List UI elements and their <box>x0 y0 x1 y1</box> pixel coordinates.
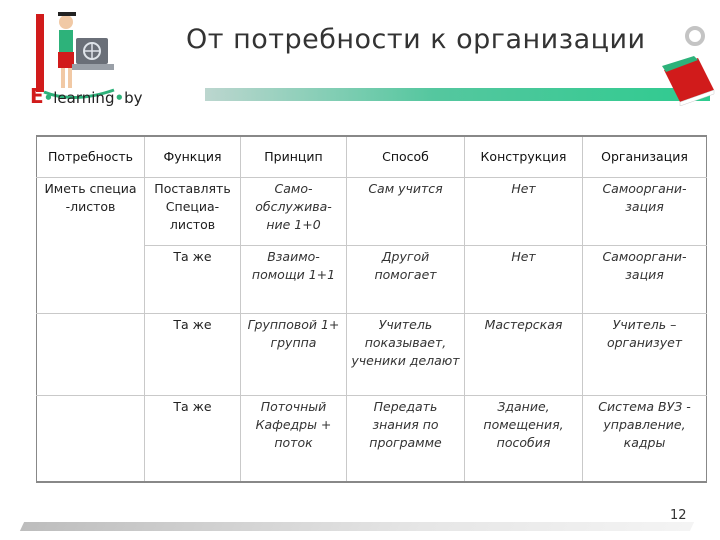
organization-cell: Самооргани-зация <box>583 178 707 246</box>
principle-cell: Взаимо-помощи 1+1 <box>241 246 347 314</box>
column-header: Конструкция <box>465 136 583 178</box>
construction-cell: Нет <box>465 178 583 246</box>
need-cell: Иметь специа -листов <box>37 178 145 246</box>
column-header: Принцип <box>241 136 347 178</box>
need-cell <box>37 246 145 314</box>
method-cell: Сам учится <box>347 178 465 246</box>
table-row <box>37 246 707 314</box>
page-title: От потребности к организации <box>186 24 646 55</box>
need-cell <box>37 314 145 396</box>
table-row <box>37 178 707 246</box>
organization-cell: Самооргани-зация <box>583 246 707 314</box>
organization-cell: Система ВУЗ - управление, кадры <box>583 396 707 482</box>
column-header: Функция <box>145 136 241 178</box>
column-header: Способ <box>347 136 465 178</box>
construction-cell: Нет <box>465 246 583 314</box>
construction-cell: Мастерская <box>465 314 583 396</box>
logo-text: E•learning•by <box>30 84 143 108</box>
page-number: 12 <box>670 508 687 523</box>
function-cell: Та же <box>145 314 241 396</box>
ring-decoration-icon <box>683 24 707 48</box>
principle-cell: Само-обслужива-ние 1+0 <box>241 178 347 246</box>
construction-cell: Здание, помещения, пособия <box>465 396 583 482</box>
need-cell <box>37 396 145 482</box>
organization-cell: Учитель – организует <box>583 314 707 396</box>
table-row <box>37 314 707 396</box>
table-header-row <box>37 136 707 178</box>
method-cell: Учитель показывает, ученики делают <box>347 314 465 396</box>
principle-cell: Групповой 1+ группа <box>241 314 347 396</box>
book-decoration-icon <box>658 50 718 106</box>
principle-cell: Поточный Кафедры + поток <box>241 396 347 482</box>
title-underline-bar <box>205 88 710 101</box>
column-header: Потребность <box>37 136 145 178</box>
column-header: Организация <box>583 136 707 178</box>
method-cell: Другой помогает <box>347 246 465 314</box>
function-cell: Та же <box>145 396 241 482</box>
table-row <box>37 396 707 482</box>
function-cell: Поставлять Специа-листов <box>145 178 241 246</box>
footer-bar <box>20 522 694 531</box>
needs-table <box>36 135 707 483</box>
function-cell: Та же <box>145 246 241 314</box>
method-cell: Передать знания по программе <box>347 396 465 482</box>
